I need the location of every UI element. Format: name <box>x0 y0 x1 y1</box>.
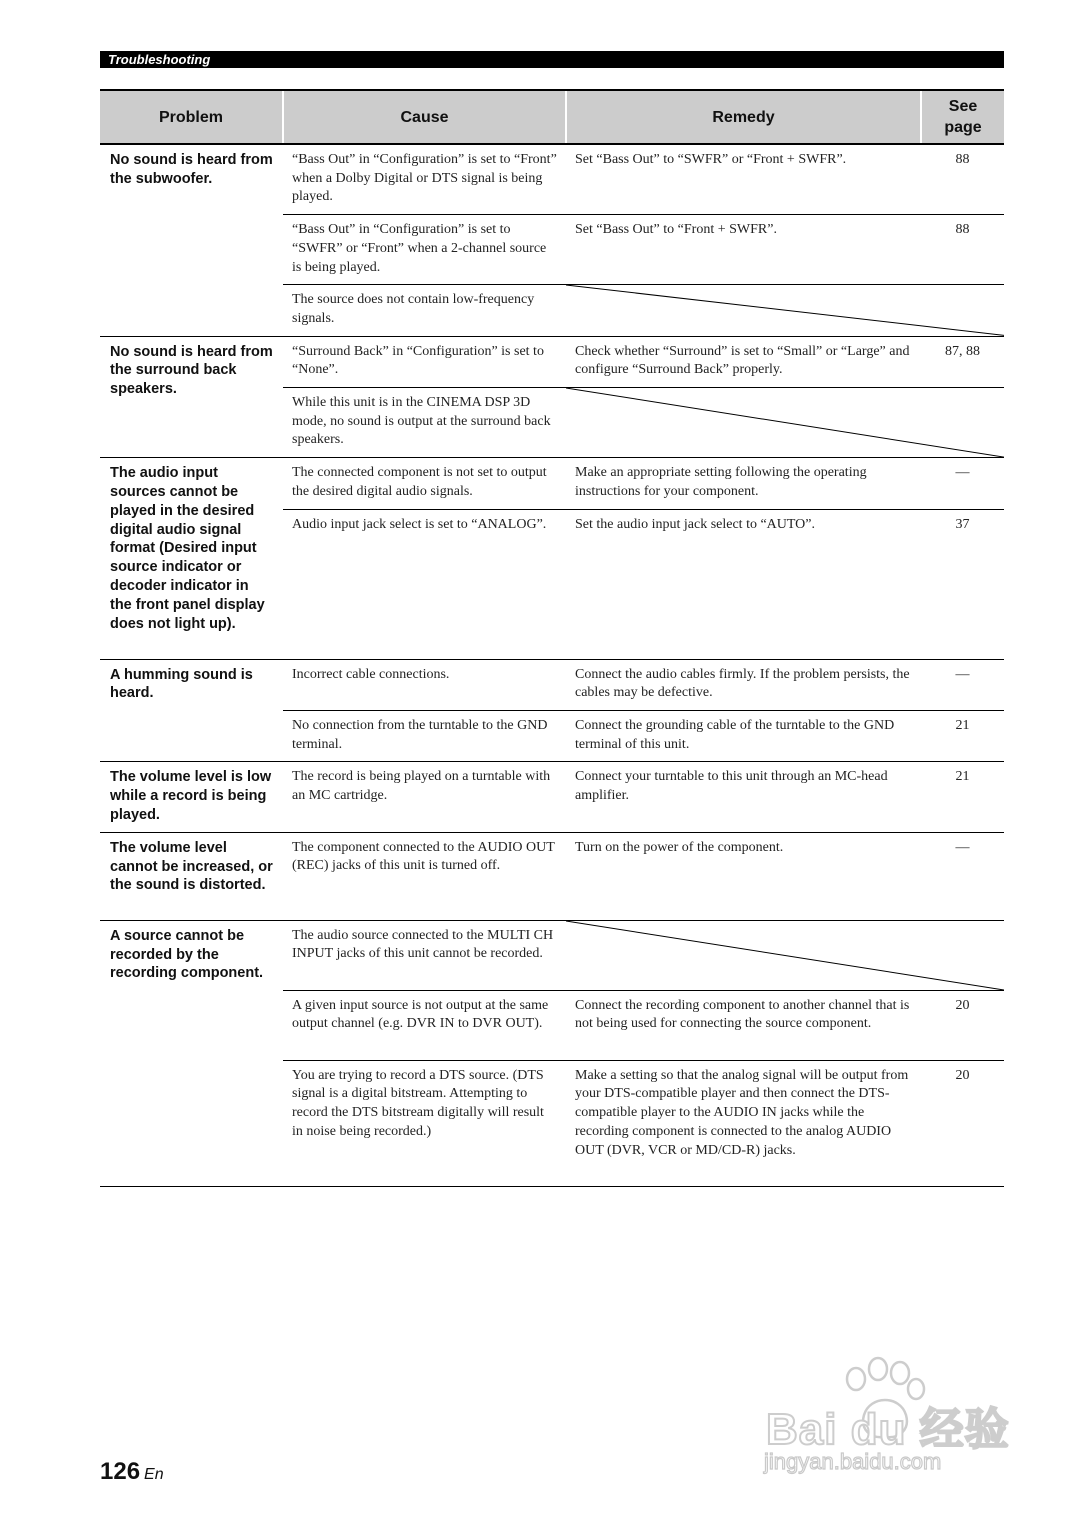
problem-group <box>100 832 1004 920</box>
remedy-cell: Connect the grounding cable of the turntable to the GND terminal of this unit. <box>566 710 921 761</box>
header-see-page-line1: See <box>948 98 978 115</box>
cause-cell: No connection from the turntable to the GND terminal. <box>283 710 566 761</box>
cause-cell: A given input source is not output at the same output channel (e.g. DVR IN to DVR OUT). <box>283 990 566 1060</box>
watermark-url: jingyan.baidu.com <box>764 1449 942 1474</box>
remedy-cell: Connect your turntable to this unit through an MC-head amplifier. <box>575 769 888 804</box>
problem-group <box>100 458 1004 659</box>
remedy-cell: Set the audio input jack select to “AUTO”. <box>566 509 921 659</box>
cause-cell: You are trying to record a DTS source. (DTS signal is a digital bitstream. Attempting to record the DTS bitstream digitally will result in noise being recorded.) <box>283 1060 566 1186</box>
problem-group <box>100 336 1004 458</box>
diagonal-slash <box>566 921 1004 990</box>
watermark <box>760 1355 1015 1485</box>
table-header-row <box>100 90 1004 144</box>
table-row <box>100 762 1004 832</box>
page-cell: 87, 88 <box>945 343 980 359</box>
page-cell: 37 <box>921 509 1004 659</box>
cause-cell: The source does not contain low-frequency signals. <box>283 285 566 336</box>
header-see-page <box>921 90 1004 144</box>
header-problem: Problem <box>100 90 283 144</box>
diagonal-slash <box>566 388 1004 457</box>
header-cause: Cause <box>283 90 566 144</box>
remedy-cell: Check whether “Surround” is set to “Small” or “Large” and configure “Surround Back” properly. <box>575 343 910 378</box>
page-cell: — <box>955 839 970 855</box>
problem-group <box>100 144 1004 336</box>
page-cell: 88 <box>921 215 1004 285</box>
not-applicable-cell <box>566 388 1004 458</box>
section-header-bar <box>100 51 1004 68</box>
problem-group <box>100 920 1004 1186</box>
remedy-cell: Connect the audio cables firmly. If the problem persists, the cables may be defective. <box>575 666 910 701</box>
remedy-cell: Turn on the power of the component. <box>575 839 784 855</box>
troubleshooting-table <box>100 89 1004 1187</box>
table-row <box>100 144 1004 215</box>
page-number <box>100 1458 164 1486</box>
section-title: Troubleshooting <box>108 52 211 67</box>
table-row <box>100 920 1004 990</box>
cause-cell: While this unit is in the CINEMA DSP 3D mode, no sound is output at the surround back speakers. <box>283 388 566 458</box>
problem-cell: The audio input sources cannot be played in the desired digital audio signal format (Desired input source indicator or decoder indicator in the front panel display does not light up). <box>110 465 265 632</box>
remedy-cell: Connect the recording component to another channel that is not being used for connecting the source component. <box>566 990 921 1060</box>
problem-group <box>100 762 1004 832</box>
problem-cell: A humming sound is heard. <box>110 666 253 702</box>
watermark-brand: Bai du 经验 <box>766 1405 1010 1454</box>
cause-cell: “Bass Out” in “Configuration” is set to “SWFR” or “Front” when a 2-channel source is being played. <box>283 215 566 285</box>
cause-cell: “Surround Back” in “Configuration” is set to “None”. <box>292 343 544 378</box>
header-see-page-line2: page <box>944 119 982 136</box>
diagonal-slash <box>566 285 1004 335</box>
cause-cell: The connected component is not set to output the desired digital audio signals. <box>292 465 547 499</box>
problem-group <box>100 659 1004 762</box>
cause-cell: “Bass Out” in “Configuration” is set to “Front” when a Dolby Digital or DTS signal is being played. <box>292 152 557 205</box>
not-applicable-cell <box>566 920 1004 990</box>
cause-cell: Incorrect cable connections. <box>292 666 450 682</box>
problem-cell: No sound is heard from the surround back speakers. <box>110 343 273 398</box>
problem-cell: A source cannot be recorded by the recording component. <box>110 927 264 982</box>
problem-cell: No sound is heard from the subwoofer. <box>110 152 273 187</box>
cause-cell: Audio input jack select is set to “ANALOG”. <box>283 509 566 659</box>
page-cell: — <box>955 666 970 682</box>
page-cell: 20 <box>921 990 1004 1060</box>
cause-cell: The audio source connected to the MULTI CH INPUT jacks of this unit cannot be recorded. <box>292 927 554 962</box>
cause-cell: The component connected to the AUDIO OUT (REC) jacks of this unit is turned off. <box>292 839 555 874</box>
page-number-value: 126 <box>100 1458 141 1485</box>
page-cell: — <box>955 465 970 481</box>
problem-cell: The volume level is low while a record is being played. <box>110 769 272 823</box>
remedy-cell: Make a setting so that the analog signal will be output from your DTS-compatible player and then connect the DTS-compatible player to the AUDIO IN jacks while the recording component is connected to the analog AUDIO OUT (DVR, VCR or MD/CD-R) jacks. <box>566 1060 921 1186</box>
page-cell: 88 <box>955 152 970 167</box>
table-row <box>100 336 1004 387</box>
page-cell: 21 <box>921 710 1004 761</box>
problem-cell: The volume level cannot be increased, or the sound is distorted. <box>110 839 273 894</box>
table-row <box>100 458 1004 509</box>
page-language: En <box>144 1466 164 1483</box>
remedy-cell: Set “Bass Out” to “SWFR” or “Front + SWFR”. <box>575 152 847 167</box>
page-cell: 21 <box>955 769 970 785</box>
not-applicable-cell <box>566 285 1004 336</box>
remedy-cell: Set “Bass Out” to “Front + SWFR”. <box>566 215 921 285</box>
cause-cell: The record is being played on a turntable with an MC cartridge. <box>292 769 551 804</box>
table-row <box>100 659 1004 710</box>
table-row <box>100 832 1004 920</box>
header-remedy: Remedy <box>566 90 921 144</box>
remedy-cell: Make an appropriate setting following the operating instructions for your component. <box>575 465 867 499</box>
page-cell: 20 <box>921 1060 1004 1186</box>
